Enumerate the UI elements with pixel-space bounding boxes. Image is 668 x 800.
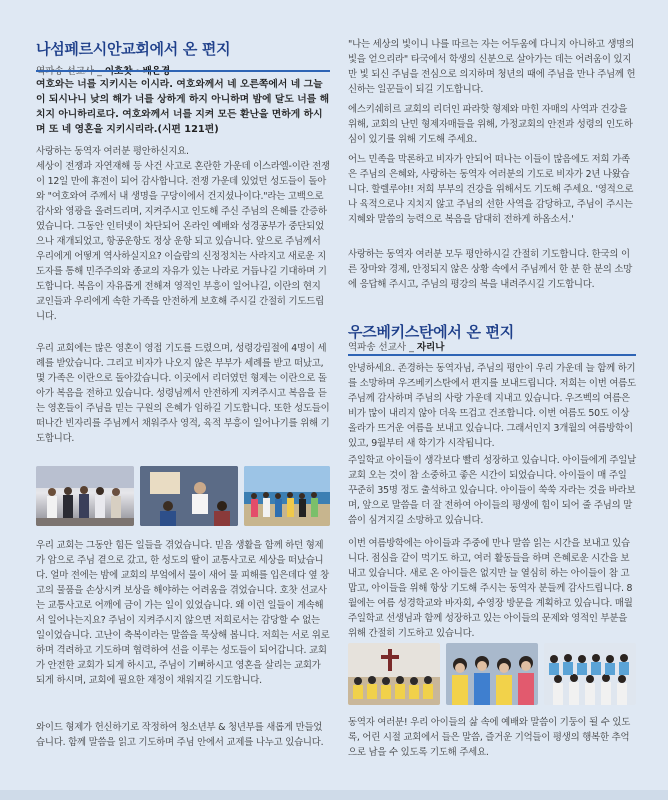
children-closeup-photo: [446, 643, 538, 705]
uzbek-photo-row: [348, 643, 636, 705]
visa-paragraph: 어느 민족을 막론하고 비자가 안되어 떠나는 이들이 많음에도 저희 가족은 주님의 은혜와, 사랑하는 동역자 여러분의 기도로 비자가 2년 나왔습니다. 할렐루야!! 저희 부부의 건강을 위해서도 기도해 주세요. '영적으로나 육적으로나 지치지 않고 주님의 선한 사역을 감당하고, 주님이 주시는 지혜와 말씀의 능력으로 복음을 담대히 전하게 하옵소서.': [348, 154, 634, 225]
sunday-school-worship-photo: [348, 643, 440, 705]
baptism-photo: [36, 466, 134, 526]
outdoor-group-photo: [244, 466, 330, 526]
hardship-paragraph: 우리 교회는 그동안 힘든 일들을 겪었습니다. 믿음 생활을 함께 하던 형제가 암으로 주님 곁으로 갔고, 한 성도의 딸이 교통사고로 세상을 떠났습니다. 얼마 전에는 밤에 교회의 부엌에서 물이 새어 물 피해를 입은데다 옆 창고의 물품을 손상시켜 보상을 해야하는 어려움을 겪었습니다. 호찻 선교사는 교통사고로 어깨에 금이 가는 일이 있었습니다. 왜 이런 일들이 계속해서 일어나는지요? 주님이 지켜주시지 않으면 저희로서는 감당할 수 없는 일이었습니다. 고난이 축복이라는 말씀을 묵상해 봅니다. 저희는 서로 위로하며 격려하고 기도하며 협력하여 선을 이루는 성도들이 되어갑니다. 교회가 안전한 교회가 되게 하시고, 주님이 기뻐하시고 영혼을 살리는 교회가 되게 하시며, 교회에 필요한 재정이 채워지길 기도합니다.: [36, 540, 330, 686]
war-news-paragraph: 세상이 전쟁과 자연재해 등 사건 사고로 혼란한 가운데 이스라엘-이란 전쟁이 12일 만에 휴전이 되어 감사합니다. 전쟁 가운데 있었던 성도들이 돌아와 "여호와여 주께서 내 생명을 구당이에서 건지셨나이다."라는 고백으로 감사와 영광을 올려드리며, 지켜주시고 인도해 주신 주님의 은혜를 간증하였습니다. 그동안 인터넷이 차단되어 온라인 예배와 성경공부가 중단되었으나 재개되었고, 항공운항도 정상 운항 되고 있습니다. 앞으로 주님께서 우리에게 어떻게 역사하실지요? 이슬람의 신정정치는 사라지고 새로운 지도자를 통해 민주주의와 종교의 자유가 있는 나라로 거듭나길 기대하며 기도합니다. 복음이 자유롭게 전해져 영적인 부흥이 일어나길, 이란의 현지 교인들과 우리에게 속한 가족을 안전하게 보호해 주시길 간절히 기도드립니다.: [36, 161, 330, 322]
scripture-verse: 여호와는 너를 지키시는 이시라. 여호와께서 네 오른쪽에서 네 그늘이 되시나니 낮의 해가 너를 상하게 하지 아니하며 밤에 달도 너를 해치지 아니하리로다. 여호와께서 너를 지켜 모든 환난을 면하게 하시며 또 네 영혼을 지키시리라.(시편 121편): [36, 79, 330, 135]
uzbek-closing-paragraph: 동역자 여러분! 우리 아이들의 삶 속에 예배와 말씀이 기둥이 될 수 있도록, 어린 시절 교회에서 들은 말씀, 즐거운 기억들이 평생의 행복한 추억으로 남을 수 있도록 기도해 주세요.: [348, 717, 631, 758]
uzbekistan-title-divider: [348, 354, 636, 356]
uzbek-greeting-paragraph: 안녕하세요. 존경하는 동역자님, 주님의 평안이 우리 가운데 늘 함께 하기를 소망하며 우즈베키스탄에서 편지를 보내드립니다. 저희는 이번 여름도 주님께 감사하며 주님의 사랑 가운데 지내고 있습니다. 우즈벡의 여름은 비가 많이 내리지 않아 더욱 뜨겁고 건조합니다. 이번 여름도 50도 이상 올라가 뜨거운 여름을 보내고 있습니다. 그래서인지 3개월의 여름방학이 있고, 9월부터 새 학기가 시작됩니다.: [348, 363, 636, 449]
youth-group-paragraph: 와이드 형제가 헌신하기로 작정하여 청소년부 & 청년부를 새롭게 만들었습니다. 함께 말씀을 읽고 기도하며 주님 안에서 교제를 나누고 있습니다.: [36, 722, 324, 748]
sunday-school-paragraph: 주일학교 아이들이 생각보다 빨리 성장하고 있습니다. 아이들에게 주일날 교회 오는 것이 참 소중하고 좋은 시간이 되었습니다. 아이들이 매 주일 꾸준히 35명 정도 출석하고 있습니다. 아이들이 쑥쑥 자라는 것을 바라보며, 앞으로 말씀을 더 잘 전하여 아이들의 평생에 힘이 되어 줄 주님의 말씀이 심겨지길 소망하고 있습니다.: [348, 455, 636, 526]
eskisehir-paragraph: 에스키쉐히르 교회의 리더인 파라핫 형제와 마힌 자매의 사역과 건강을 위해, 교회의 난민 형제자매들을 위해, 가정교회의 안전과 성령의 인도하심이 있기를 위해 기도해 주세요.: [348, 104, 633, 145]
page-footer-band: [0, 790, 668, 800]
worship-service-photo: [140, 466, 238, 526]
summer-vacation-paragraph: 이번 여름방학에는 아이들과 주중에 만나 말씀 읽는 시간을 보내고 있습니다. 점심을 같이 먹기도 하고, 여러 활동들을 하며 은혜로운 시간을 보내고 있습니다. 새로 온 아이들은 없지만 늘 열심히 하는 아이들이 참 고맙고, 아이들을 위해 항상 기도해 주시는 동역자 분들께 감사드립니다. 8월에는 여름 성경학교와 바자회, 수영장 방문을 계획하고 있습니다. 매월 주일학교 선생님과 함께 성장하고 있는 아이들의 문제와 영적인 부분을 위해 간절히 기도하고 있습니다.: [348, 538, 633, 639]
title-divider: [36, 70, 330, 72]
greeting-paragraph: 사랑하는 동역자 여러분 평안하신지요.: [36, 146, 189, 157]
uzbekistan-byline: [348, 339, 636, 353]
uzbekistan-byline-name: 자리나: [416, 342, 445, 353]
letter-title: 나섬페르시안교회에서 온 편지: [36, 40, 231, 58]
church-photo-row: [36, 466, 330, 526]
closing-prayer-paragraph: 사랑하는 동역자 여러분 모두 평안하시길 간절히 기도합니다. 한국의 이른 장마와 경제, 안정되지 않은 상황 속에서 주님께서 한 분 한 분의 소망에 응답해 주시고, 주님의 평강의 복을 내려주시길 기도합니다.: [348, 249, 633, 290]
uzbekistan-letter-title: 우즈베키스탄에서 온 편지: [348, 323, 514, 341]
children-group-photo: [544, 643, 636, 705]
light-of-world-paragraph: "나는 세상의 빛이니 나를 따르는 자는 어두움에 다니지 아니하고 생명의 빛을 얻으리라" 타국에서 학생의 신분으로 살아가는 데는 어려움이 있지만 빛 되신 주님을 전심으로 의지하며 청년의 때에 주님을 만나 주님께 헌신하는 일꾼들이 되길 기도합니다.: [348, 39, 636, 95]
baptism-paragraph: 우리 교회에는 많은 영혼이 영접 기도를 드렸으며, 성령강림절에 4명이 세례를 받았습니다. 그리고 비자가 나오지 않은 부부가 세례를 받고 떠났고, 몇 가족은 이란으로 돌아갔습니다. 이곳에서 리더였던 형제는 이란으로 돌아가 복음을 전하고 있습니다. 성령님께서 안전하게 지켜주시고 복음을 듣는 영혼들이 주님을 믿는 구원의 은혜가 임하길 기도합니다. 또한 성도들이 떠나간 빈자리를 주님께서 채워주사 영적, 육적 부흥이 일어나기를 위해 기도합니다.: [36, 343, 330, 444]
uzbekistan-byline-role: 역파송 선교사 _: [348, 342, 417, 353]
